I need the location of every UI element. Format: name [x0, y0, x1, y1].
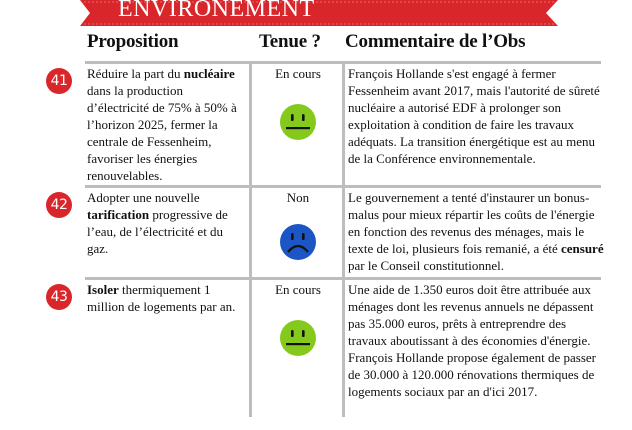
sad-face-icon	[280, 224, 316, 260]
banner-title: ENVIRONEMENT	[118, 0, 315, 22]
column-header-tenue: Tenue ?	[259, 31, 321, 52]
proposition-keyword: tarification	[87, 207, 150, 222]
comment-keyword: censuré	[560, 241, 604, 256]
proposition-keyword: Isoler	[87, 282, 119, 297]
status-cell	[249, 64, 344, 186]
column-header-commentaire: Commentaire de l’Obs	[345, 31, 526, 52]
table-row	[50, 185, 604, 278]
status-cell	[249, 280, 344, 417]
comment-text: par le Conseil constitutionnel.	[348, 258, 504, 273]
proposition-text: progressive de l’eau, de l’électricité et du gaz.	[87, 207, 228, 256]
proposition-text: Adopter une nouvelle	[87, 190, 200, 205]
section-banner	[80, 0, 558, 26]
status-cell	[249, 188, 344, 278]
status-label: En cours	[275, 66, 321, 81]
proposition-cell	[87, 188, 245, 278]
neutral-face-icon	[280, 320, 316, 356]
status-label: Non	[286, 190, 310, 205]
table-row	[50, 277, 601, 430]
comment-text: François Hollande s'est engagé à fermer Fessenheim avant 2017, mais l'autorité de sûreté nucléaire a autorisé EDF à prolonger son exploitation à condition de faire les travaux adéquats. La transition énergétique est au menu de la Conférence environnementale.	[348, 66, 600, 166]
status-label: En cours	[275, 282, 321, 297]
promise-number-badge: 43	[46, 284, 72, 310]
proposition-cell	[87, 280, 245, 417]
comment-cell	[342, 188, 604, 278]
proposition-cell	[87, 64, 245, 186]
proposition-text: Réduire la part du	[87, 66, 184, 81]
neutral-face-icon	[280, 104, 316, 140]
comment-text: Une aide de 1.350 euros doit être attribuée aux ménages dont les revenus annuels ne dépassent pas 35.000 euros, prêts à entreprendre des travaux aboutissant à des économies d'énergie. François Hollande propose également de passer de 30.000 à 120.000 rénovations thermiques de logements sociaux par an d'ici 2017.	[348, 282, 597, 399]
comment-cell	[342, 280, 604, 417]
proposition-text: dans la production d’électricité de 75% à 50% à l’horizon 2025, fermer la centrale de Fessenheim, favoriser les énergies renouvelables.	[87, 83, 237, 183]
proposition-keyword: nucléaire	[183, 66, 235, 81]
comment-text: Le gouvernement a tenté d'instaurer un bonus-malus pour mieux répartir les coûts de l'énergie en fonction des revenus des ménages, mais le texte de loi, plusieurs fois remanié, a été	[348, 190, 595, 256]
proposition-text: thermiquement 1 million de logements par an.	[87, 282, 236, 314]
column-header-proposition: Proposition	[87, 31, 179, 52]
comment-cell	[342, 64, 604, 186]
promise-number-badge: 42	[46, 192, 72, 218]
table-row	[50, 61, 601, 186]
promise-number-badge: 41	[46, 68, 72, 94]
